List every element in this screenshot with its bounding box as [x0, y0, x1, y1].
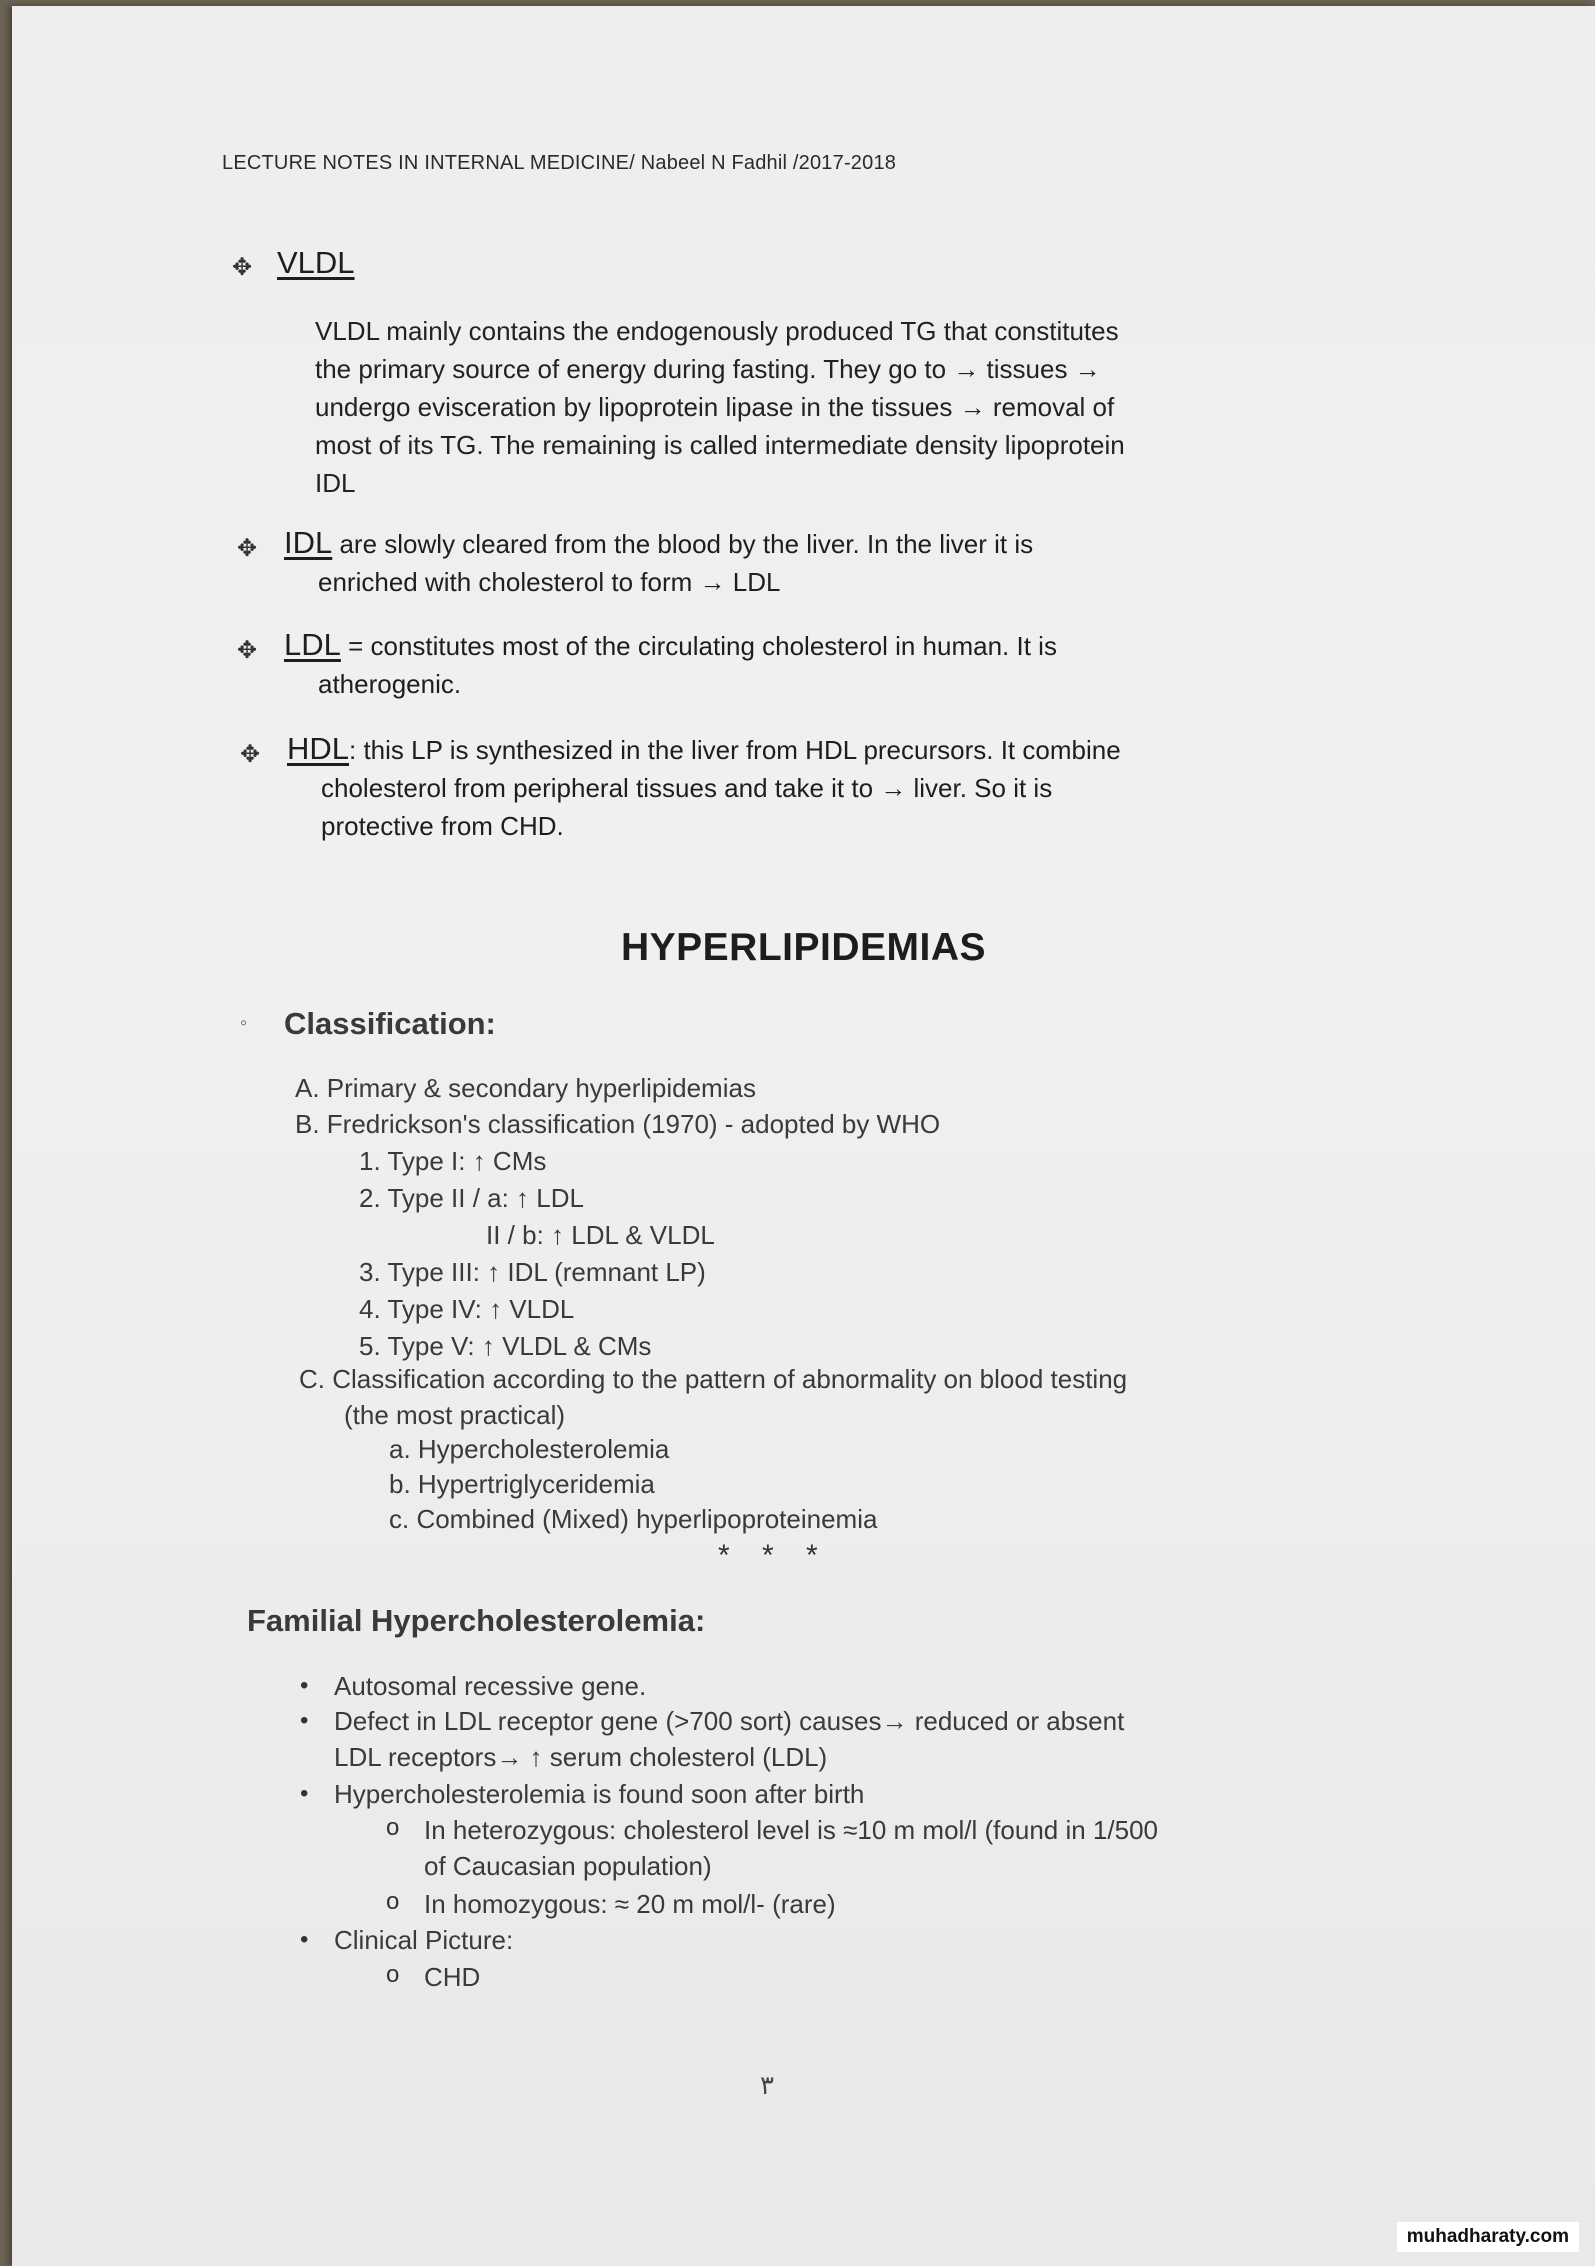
bullet-icon: •	[300, 1780, 309, 1807]
vldl-line: most of its TG. The remaining is called intermediate density lipoprotein	[315, 430, 1125, 460]
familial-sub-item: CHD	[424, 1962, 481, 1992]
vldl-term: VLDL	[277, 245, 355, 280]
vldl-line: undergo evisceration by lipoprotein lipase in the tissues → removal of	[315, 392, 1115, 422]
lecture-header: LECTURE NOTES IN INTERNAL MEDICINE/ Nabeel N Fadhil /2017-2018	[222, 152, 897, 174]
familial-item-continued: LDL receptors→ ↑ serum cholesterol (LDL)	[334, 1742, 828, 1772]
familial-heading: Familial Hypercholesterolemia:	[247, 1603, 706, 1638]
classification-item-continued: (the most practical)	[344, 1400, 566, 1430]
page-number: ٣	[760, 2070, 774, 2100]
vldl-paragraph	[315, 312, 1125, 502]
hdl-text: : this LP is synthesized in the liver from HDL precursors. It combine	[349, 735, 1121, 765]
hdl-text-continued: protective from CHD.	[321, 811, 564, 841]
ldl-term: LDL	[284, 627, 341, 662]
familial-sub-item: In homozygous: ≈ 20 m mol/l- (rare)	[424, 1889, 836, 1919]
classification-item: A. Primary & secondary hyperlipidemias	[295, 1073, 756, 1103]
hdl-term: HDL	[287, 731, 350, 766]
sub-bullet-icon: o	[386, 1961, 400, 1988]
ldl-paragraph	[284, 626, 1057, 703]
blood-pattern-item: a. Hypercholesterolemia	[389, 1434, 670, 1464]
fredrickson-type: 4. Type IV: ↑ VLDL	[359, 1294, 575, 1324]
idl-text-continued: enriched with cholesterol to form → LDL	[318, 567, 781, 597]
familial-sub-item-continued: of Caucasian population)	[424, 1851, 712, 1881]
diamond-bullet-icon: ✥	[232, 254, 253, 281]
fredrickson-type: II / b: ↑ LDL & VLDL	[486, 1220, 715, 1250]
page-title: HYPERLIPIDEMIAS	[620, 926, 987, 969]
familial-item: Hypercholesterolemia is found soon after birth	[334, 1779, 865, 1809]
document-page	[12, 6, 1595, 2266]
idl-text: are slowly cleared from the blood by the liver. In the liver it is	[332, 529, 1034, 559]
fredrickson-type: 5. Type V: ↑ VLDL & CMs	[359, 1331, 652, 1361]
idl-term: IDL	[284, 525, 333, 560]
fredrickson-type: 1. Type I: ↑ CMs	[359, 1146, 547, 1176]
sub-bullet-icon: o	[386, 1888, 400, 1915]
classification-item: C. Classification according to the pattern of abnormality on blood testing	[299, 1364, 1128, 1394]
hdl-text-continued: cholesterol from peripheral tissues and take it to → liver. So it is	[321, 773, 1053, 803]
fredrickson-type: 3. Type III: ↑ IDL (remnant LP)	[359, 1257, 706, 1287]
vldl-heading	[277, 244, 355, 283]
familial-item: Defect in LDL receptor gene (>700 sort) causes→ reduced or absent	[334, 1706, 1125, 1736]
bullet-icon: •	[300, 1926, 309, 1953]
familial-sub-item: In heterozygous: cholesterol level is ≈10 m mol/l (found in 1/500	[424, 1815, 1158, 1845]
vldl-line: the primary source of energy during fasting. They go to → tissues →	[315, 354, 1101, 384]
section-separator: * * *	[718, 1539, 830, 1572]
vldl-line: IDL	[315, 468, 356, 498]
classification-heading: Classification:	[284, 1006, 496, 1041]
diamond-bullet-icon: ✥	[237, 637, 258, 664]
vldl-line: VLDL mainly contains the endogenously produced TG that constitutes	[315, 316, 1119, 346]
familial-item: Autosomal recessive gene.	[334, 1671, 647, 1701]
fredrickson-type: 2. Type II / a: ↑ LDL	[359, 1183, 584, 1213]
hdl-paragraph	[287, 730, 1121, 845]
diamond-bullet-icon: ✥	[237, 535, 258, 562]
blood-pattern-item: b. Hypertriglyceridemia	[389, 1469, 655, 1499]
ldl-text: = constitutes most of the circulating cholesterol in human. It is	[340, 631, 1057, 661]
sub-bullet-icon: o	[386, 1814, 400, 1841]
open-circle-bullet-icon: ◦	[240, 1012, 248, 1034]
blood-pattern-item: c. Combined (Mixed) hyperlipoproteinemia	[389, 1504, 878, 1534]
watermark-link[interactable]: muhadharaty.com	[1397, 2222, 1579, 2252]
diamond-bullet-icon: ✥	[240, 741, 261, 768]
bullet-icon: •	[300, 1707, 309, 1734]
ldl-text-continued: atherogenic.	[318, 669, 462, 699]
bullet-icon: •	[300, 1672, 309, 1699]
familial-item: Clinical Picture:	[334, 1925, 514, 1955]
classification-item: B. Fredrickson's classification (1970) - adopted by WHO	[295, 1109, 941, 1139]
idl-paragraph	[284, 524, 1033, 601]
